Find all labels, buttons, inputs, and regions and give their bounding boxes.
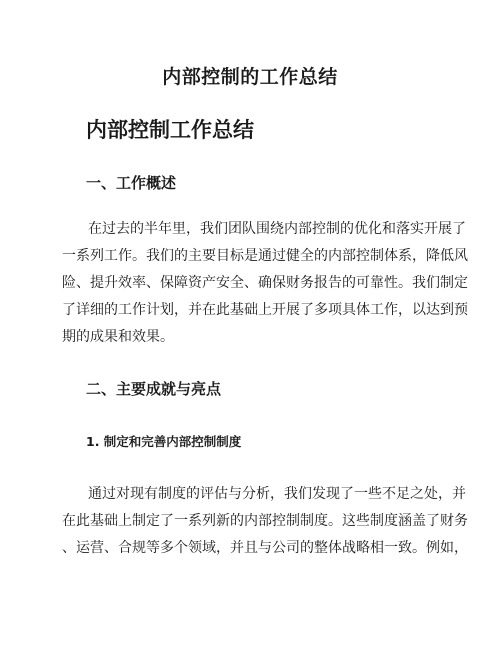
section-heading-achievements: 二、主要成就与亮点 xyxy=(86,380,222,398)
paragraph-line: 了详细的工作计划，并在此基础上开展了多项具体工作，以达到预 xyxy=(62,302,468,318)
paragraph-line: 险、提升效率、保障资产安全、确保财务报告的可靠性。我们制定 xyxy=(62,275,468,291)
main-heading: 内部控制工作总结 xyxy=(86,118,254,142)
section-heading-overview: 一、工作概述 xyxy=(86,174,177,192)
document-title: 内部控制的工作总结 xyxy=(162,66,338,88)
paragraph-line: 通过对现有制度的评估与分析，我们发现了一些不足之处，并 xyxy=(88,486,466,502)
paragraph-line: 期的成果和效果。 xyxy=(62,329,174,345)
paragraph-line: 一系列工作。我们的主要目标是通过健全的内部控制体系，降低风 xyxy=(62,248,468,264)
paragraph-line: 、运营、合规等多个领域，并且与公司的整体战略相一致。例如， xyxy=(62,540,468,556)
paragraph-line: 在过去的半年里，我们团队围绕内部控制的优化和落实开展了 xyxy=(88,221,466,237)
subsection-heading: 1. 制定和完善内部控制制度 xyxy=(86,434,242,449)
paragraph-overview xyxy=(62,216,468,351)
paragraph-line: 在此基础上制定了一系列新的内部控制制度。这些制度涵盖了财务 xyxy=(62,513,468,529)
paragraph-achievements xyxy=(62,481,468,562)
